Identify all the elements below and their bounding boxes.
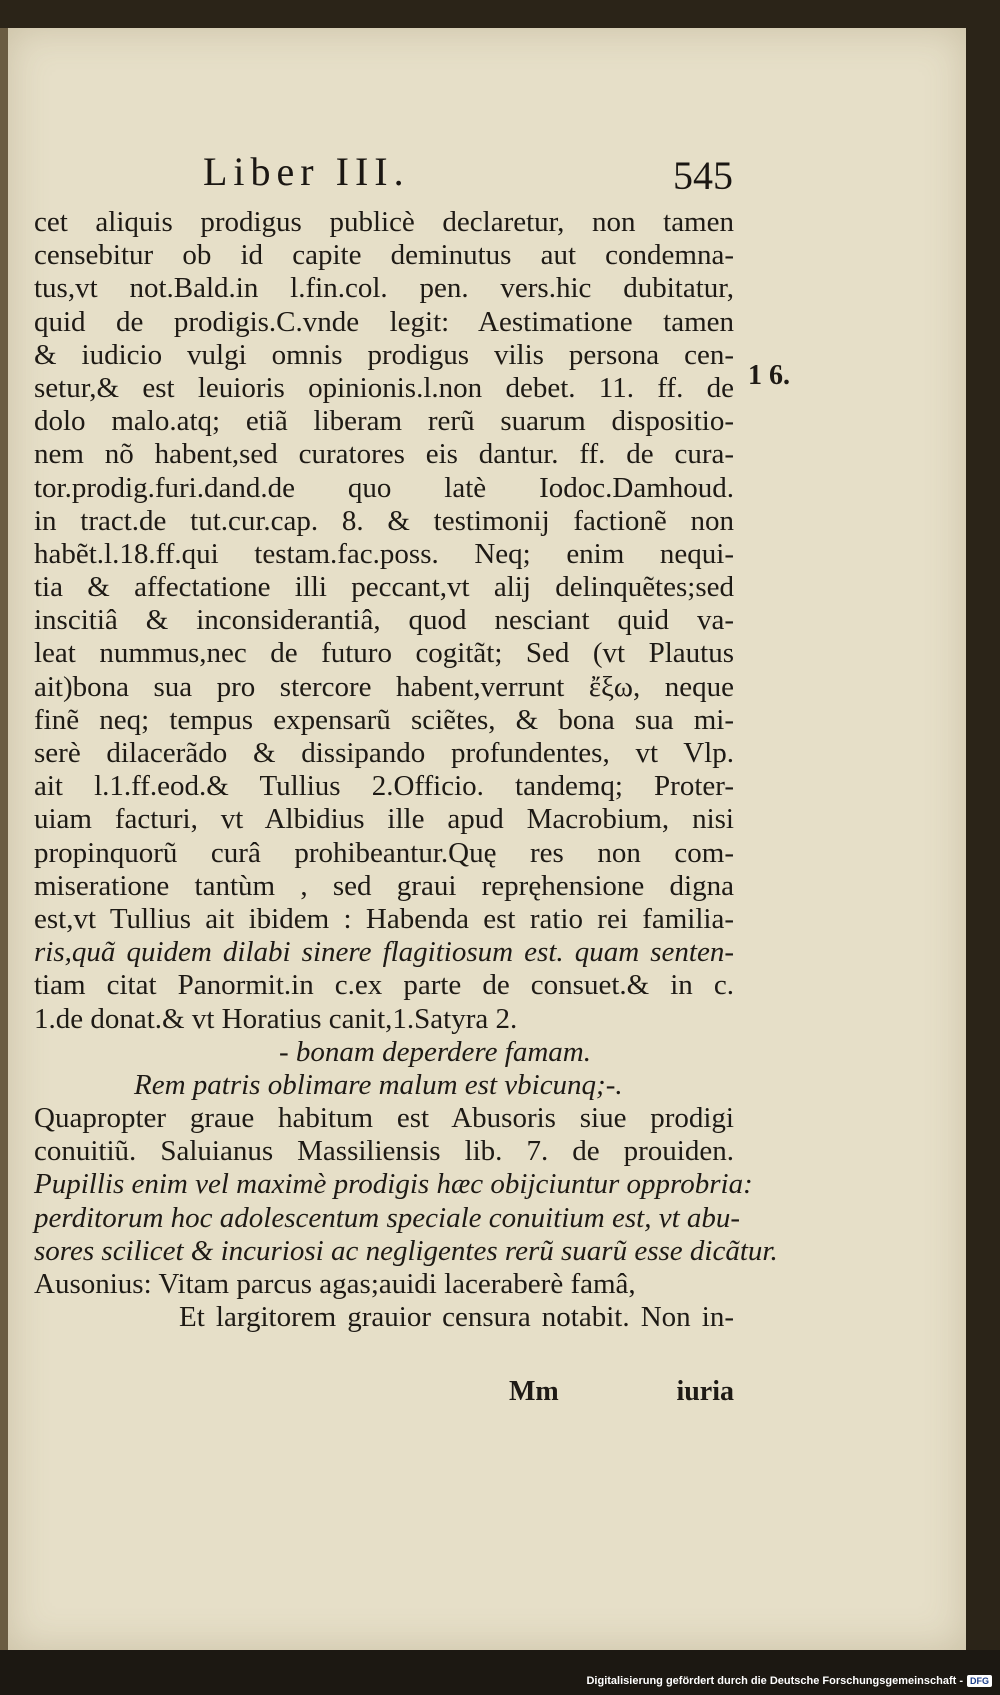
text-line: uiam facturi, vt Albidius ille apud Macrobium, nisi — [34, 803, 734, 836]
credit-text: Digitalisierung gefördert durch die Deutsche Forschungsgemeinschaft - — [586, 1675, 963, 1687]
text-line: Quapropter graue habitum est Abusoris siue prodigi — [34, 1102, 734, 1135]
text-line: serè dilacerãdo & dissipando profundentes, vt Vlp. — [34, 737, 734, 769]
text-line: tor.prodig.furi.dand.de quo latè Iodoc.Damhoud. — [34, 471, 734, 504]
text-line: propinquorũ curâ prohibeantur.Quę res non com- — [34, 836, 734, 869]
text-line: habẽt.l.18.ff.qui testam.fac.poss. Neq; enim nequi- — [34, 537, 734, 570]
page-header — [8, 148, 966, 208]
text-line: quid de prodigis.C.vnde legit: Aestimatione tamen — [34, 305, 734, 338]
catchword: iuria — [676, 1376, 734, 1407]
page-footer — [34, 1376, 734, 1410]
text-line: nem nõ habent,sed curatores eis dantur. ff. de cura- — [34, 438, 734, 471]
page-number: 545 — [673, 153, 733, 198]
quote-line: perditorum hoc adolescentum speciale conuitium est, vt abu- — [34, 1201, 741, 1234]
text-line-italic: ris,quã quidem dilabi sinere flagitiosum est. quam senten- — [34, 936, 734, 969]
text-line: in tract.de tut.cur.cap. 8. & testimonij factionẽ non — [34, 504, 734, 537]
text-line: tia & affectatione illi peccant,vt alij delinquẽtes;sed — [34, 571, 734, 604]
text-line: censebitur ob id capite deminutus aut condemna- — [34, 239, 734, 272]
text-line: est,vt Tullius ait ibidem : Habenda est ratio rei familia- — [34, 902, 734, 935]
book-page — [8, 28, 966, 1650]
text-line: 1.de donat.& vt Horatius canit,1.Satyra 2. — [34, 1002, 518, 1035]
page-left-edge — [0, 28, 8, 1650]
verse-line: - bonam deperdere famam. — [279, 1035, 591, 1068]
text-line: miseratione tantùm , sed graui repręhensione digna — [34, 869, 734, 902]
text-line: ait l.1.ff.eod.& Tullius 2.Officio. tandemq; Proter- — [34, 770, 734, 803]
text-line: tus,vt not.Bald.in l.fin.col. pen. vers.hic dubitatur, — [34, 272, 734, 305]
text-line: ait)bona sua pro stercore habent,verrunt ἔξω, neque — [34, 670, 734, 703]
text-line: dolo malo.atq; etiã liberam rerũ suarum dispositio- — [34, 405, 734, 438]
margin-note: 1 6. — [748, 360, 790, 391]
text-line: finẽ neq; tempus expensarũ sciẽtes, & bona sua mi- — [34, 703, 734, 736]
dfg-logo-icon: DFG — [967, 1675, 992, 1687]
verse-line: Rem patris oblimare malum est vbicunq;-. — [134, 1068, 623, 1101]
text-line: Ausonius: Vitam parcus agas;auidi laceraberè famâ, — [34, 1268, 636, 1300]
text-line: inscitiâ & inconsiderantiâ, quod nesciant quid va- — [34, 604, 734, 637]
running-head: Liber III. — [203, 149, 410, 194]
scan-background-strip — [0, 1650, 1000, 1695]
text-line: Et largitorem grauior censura notabit. Non in- — [179, 1301, 734, 1334]
text-line: & iudicio vulgi omnis prodigus vilis persona cen- — [34, 338, 734, 371]
text-line: setur,& est leuioris opinionis.l.non debet. 11. ff. de — [34, 371, 734, 404]
quote-line: Pupillis enim vel maximè prodigis hæc obijciuntur opprobria: — [34, 1168, 753, 1201]
text-line: cet aliquis prodigus publicè declaretur, non tamen — [34, 206, 734, 238]
text-line: tiam citat Panormit.in c.ex parte de consuet.& in c. — [34, 969, 734, 1002]
text-line: conuitiũ. Saluianus Massiliensis lib. 7. de prouiden. — [34, 1135, 734, 1168]
signature-mark: Mm — [509, 1376, 559, 1407]
digitization-credit — [586, 1675, 992, 1687]
text-line: leat nummus,nec de futuro cogitãt; Sed (vt Plautus — [34, 637, 734, 670]
quote-line: sores scilicet & incuriosi ac negligentes rerũ suarũ esse dicãtur. — [34, 1234, 778, 1267]
